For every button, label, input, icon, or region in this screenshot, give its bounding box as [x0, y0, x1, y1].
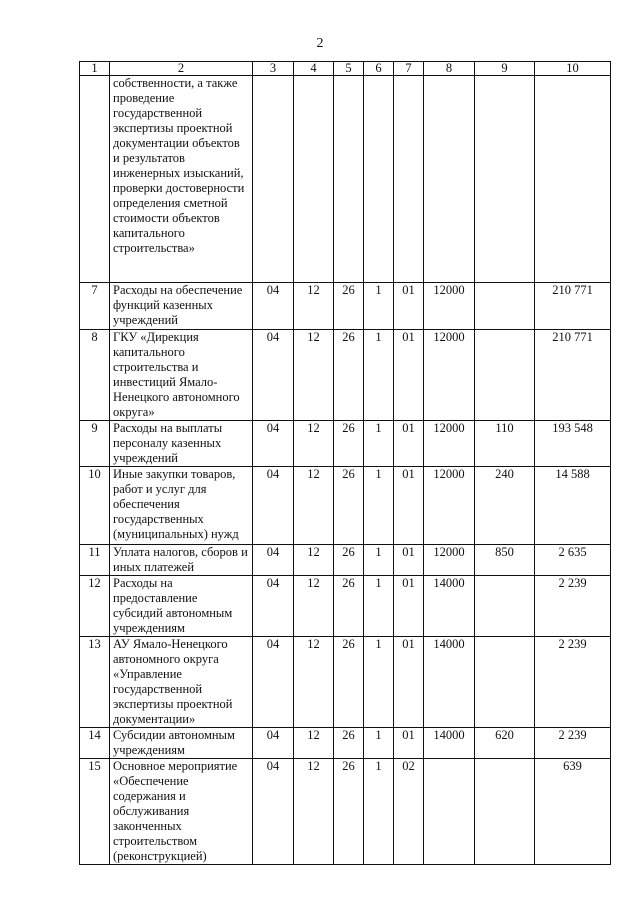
cell-col3: 04 [253, 728, 294, 759]
row-number: 11 [80, 545, 110, 576]
column-header: 9 [475, 62, 535, 76]
cell-col9 [475, 759, 535, 865]
table-cell [364, 76, 394, 283]
cell-col6: 1 [364, 728, 394, 759]
cell-col7: 01 [394, 637, 424, 728]
row-number: 8 [80, 330, 110, 421]
cell-col4: 12 [294, 330, 334, 421]
cell-col7: 01 [394, 545, 424, 576]
cell-col5: 26 [334, 421, 364, 467]
table-cell [253, 76, 294, 283]
row-number: 13 [80, 637, 110, 728]
column-header: 7 [394, 62, 424, 76]
row-number: 14 [80, 728, 110, 759]
row-number: 15 [80, 759, 110, 865]
cell-col5: 26 [334, 728, 364, 759]
cell-col9: 620 [475, 728, 535, 759]
cell-amount: 210 771 [535, 283, 611, 330]
cell-col8: 12000 [424, 545, 475, 576]
cell-col7: 01 [394, 330, 424, 421]
row-name: ГКУ «Дирекция капитального строительства и инвестиций Ямало-Ненецкого автономного округа» [110, 330, 253, 421]
cell-col8: 14000 [424, 576, 475, 637]
cell-col7: 01 [394, 728, 424, 759]
cell-col6: 1 [364, 467, 394, 545]
column-header: 6 [364, 62, 394, 76]
table-row [80, 637, 611, 728]
table-cell [80, 76, 110, 283]
cell-col3: 04 [253, 545, 294, 576]
cell-col7: 01 [394, 467, 424, 545]
cell-col7: 01 [394, 421, 424, 467]
cell-col3: 04 [253, 421, 294, 467]
cell-amount: 14 588 [535, 467, 611, 545]
row-name: Уплата налогов, сборов и иных платежей [110, 545, 253, 576]
cell-col6: 1 [364, 576, 394, 637]
cell-col3: 04 [253, 283, 294, 330]
cell-col9 [475, 283, 535, 330]
table-cell [475, 76, 535, 283]
cell-col5: 26 [334, 637, 364, 728]
cell-amount: 639 [535, 759, 611, 865]
cell-amount: 2 239 [535, 637, 611, 728]
cell-col4: 12 [294, 467, 334, 545]
cell-amount: 210 771 [535, 330, 611, 421]
cell-col8: 14000 [424, 728, 475, 759]
cell-col5: 26 [334, 576, 364, 637]
cell-col3: 04 [253, 576, 294, 637]
cell-col5: 26 [334, 330, 364, 421]
cell-col9 [475, 330, 535, 421]
cell-col8: 12000 [424, 283, 475, 330]
cell-col7: 02 [394, 759, 424, 865]
cell-col5: 26 [334, 759, 364, 865]
table-row [80, 467, 611, 545]
table-cell [294, 76, 334, 283]
cell-col4: 12 [294, 545, 334, 576]
cell-amount: 2 635 [535, 545, 611, 576]
column-header: 1 [80, 62, 110, 76]
row-name: Иные закупки товаров, работ и услуг для обеспечения государственных (муниципальных) нужд [110, 467, 253, 545]
cell-col4: 12 [294, 421, 334, 467]
row-number: 10 [80, 467, 110, 545]
column-header: 8 [424, 62, 475, 76]
table-cell [424, 76, 475, 283]
table-row [80, 728, 611, 759]
cell-col7: 01 [394, 576, 424, 637]
cell-col7: 01 [394, 283, 424, 330]
table-row [80, 545, 611, 576]
column-header: 2 [110, 62, 253, 76]
row-number: 9 [80, 421, 110, 467]
column-header: 4 [294, 62, 334, 76]
cell-col6: 1 [364, 283, 394, 330]
cell-col4: 12 [294, 283, 334, 330]
cell-col4: 12 [294, 759, 334, 865]
table-row [80, 283, 611, 330]
cell-col9: 240 [475, 467, 535, 545]
row-name: Расходы на предоставление субсидий автономным учреждениям [110, 576, 253, 637]
row-number: 12 [80, 576, 110, 637]
cell-col9 [475, 637, 535, 728]
cell-col9 [475, 576, 535, 637]
cell-col8: 14000 [424, 637, 475, 728]
cell-col8: 12000 [424, 421, 475, 467]
budget-table [79, 61, 611, 865]
row-name: АУ Ямало-Ненецкого автономного округа «Управление государственной экспертизы проектной документации» [110, 637, 253, 728]
cell-col5: 26 [334, 545, 364, 576]
row-name: Основное мероприятие «Обеспечение содержания и обслуживания законченных строительством (реконструкцией) [110, 759, 253, 865]
page-number: 2 [316, 36, 324, 51]
cell-col5: 26 [334, 467, 364, 545]
cell-amount: 193 548 [535, 421, 611, 467]
table-row [80, 576, 611, 637]
cell-col6: 1 [364, 637, 394, 728]
cell-col4: 12 [294, 637, 334, 728]
row-name: Субсидии автономным учреждениям [110, 728, 253, 759]
cell-col3: 04 [253, 467, 294, 545]
cell-col8 [424, 759, 475, 865]
cell-amount: 2 239 [535, 728, 611, 759]
cell-col8: 12000 [424, 330, 475, 421]
cell-amount: 2 239 [535, 576, 611, 637]
row-name: Расходы на обеспечение функций казенных учреждений [110, 283, 253, 330]
table-row [80, 421, 611, 467]
cell-col6: 1 [364, 759, 394, 865]
table-cell [394, 76, 424, 283]
column-header: 3 [253, 62, 294, 76]
cell-col3: 04 [253, 330, 294, 421]
table-row [80, 759, 611, 865]
table-cell [535, 76, 611, 283]
table-cell [334, 76, 364, 283]
table-row [80, 330, 611, 421]
cell-col6: 1 [364, 330, 394, 421]
cell-col6: 1 [364, 545, 394, 576]
cell-col3: 04 [253, 759, 294, 865]
cell-col5: 26 [334, 283, 364, 330]
cell-col4: 12 [294, 728, 334, 759]
cell-col6: 1 [364, 421, 394, 467]
row-name: Расходы на выплаты персоналу казенных учреждений [110, 421, 253, 467]
column-header: 10 [535, 62, 611, 76]
table-row-continuation [80, 76, 611, 283]
cell-col9: 110 [475, 421, 535, 467]
cell-col3: 04 [253, 637, 294, 728]
continuation-text: собственности, а также проведение государственной экспертизы проектной документации объектов и результатов инженерных изысканий, проверки достоверности определения сметной стоимости объектов капитального строительства» [110, 76, 253, 283]
table-header-row [80, 62, 611, 76]
cell-col4: 12 [294, 576, 334, 637]
column-header: 5 [334, 62, 364, 76]
cell-col8: 12000 [424, 467, 475, 545]
row-number: 7 [80, 283, 110, 330]
cell-col9: 850 [475, 545, 535, 576]
